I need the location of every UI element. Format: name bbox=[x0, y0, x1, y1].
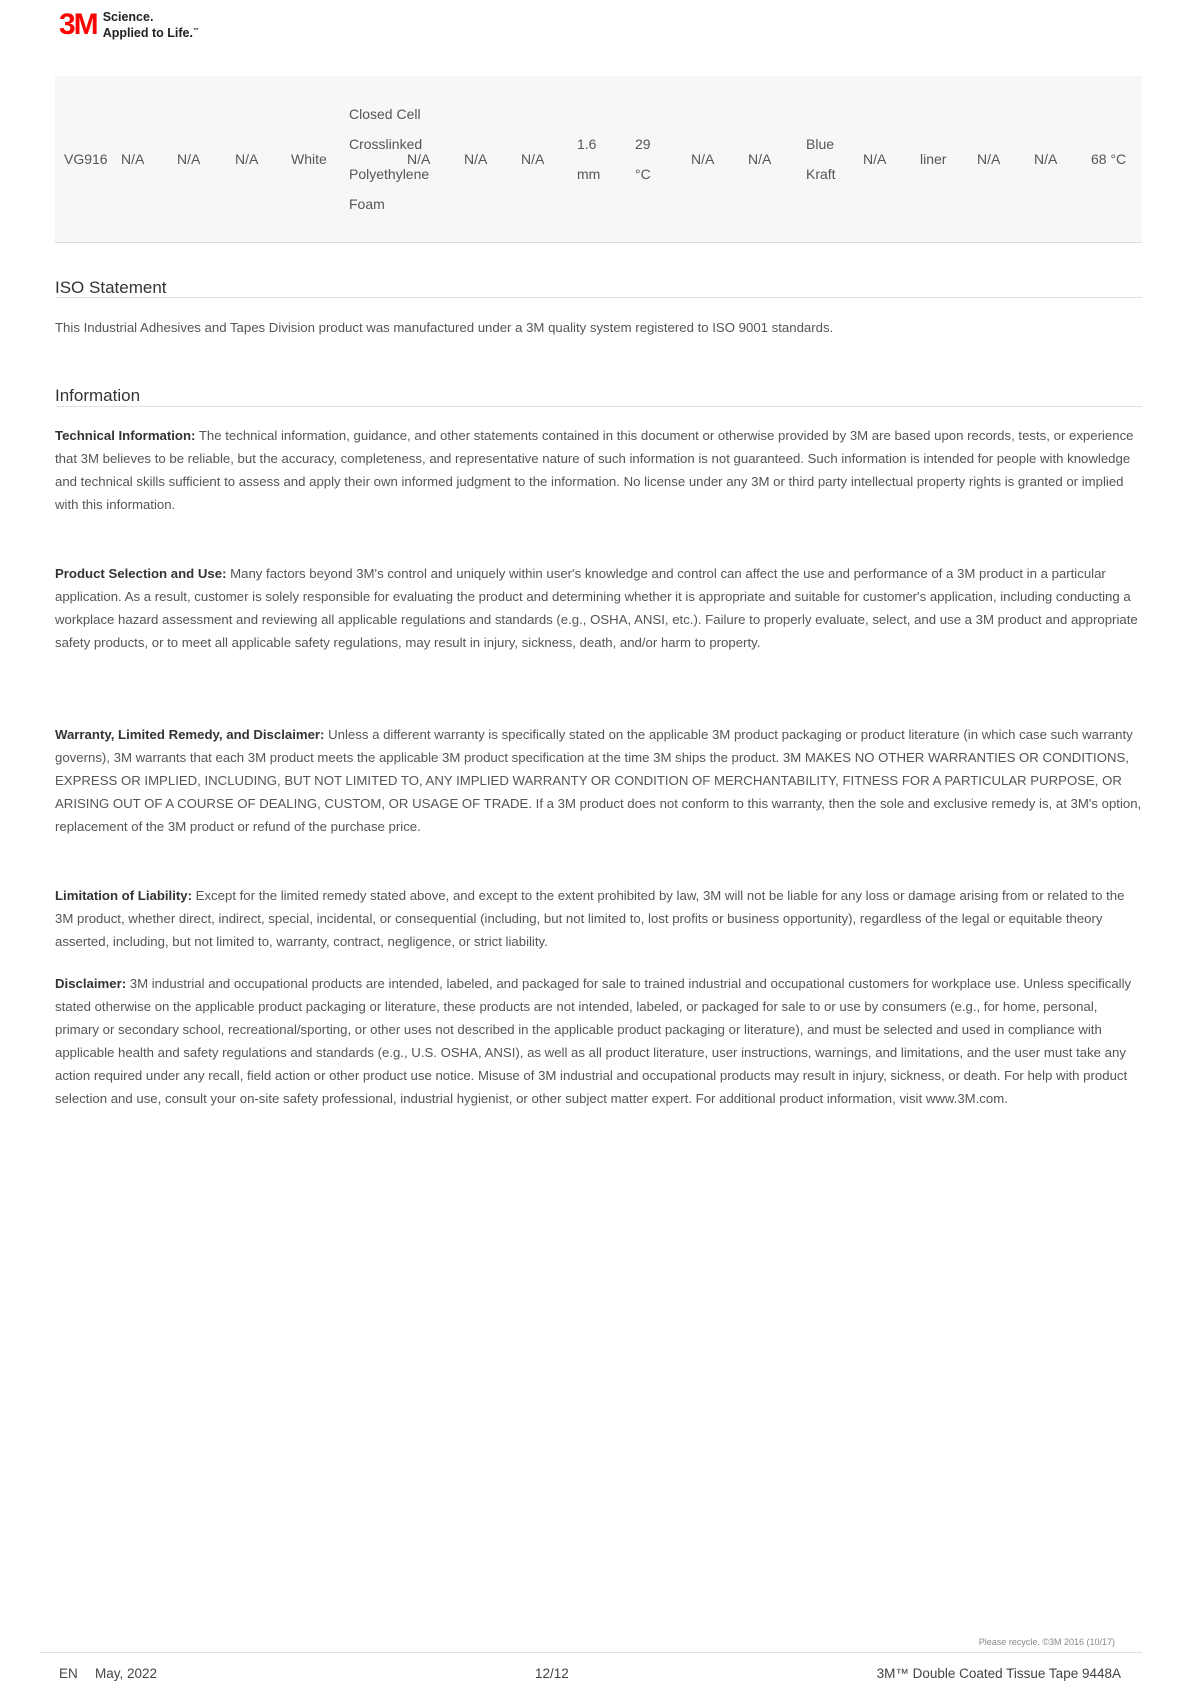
product-selection-label: Product Selection and Use: bbox=[55, 566, 227, 581]
technical-information-paragraph bbox=[55, 424, 1145, 516]
liability-text: Except for the limited remedy stated above, and except to the extent prohibited by law, 3M will not be liable for any loss or damage arising from or related to the 3M product, whether direct, indirect, special, incidental, or consequential (including, but not limited to, lost profits or business opportunity), regardless of the legal or equitable theory asserted, including, but not limited to, warranty, contract, negligence, or strict liability. bbox=[55, 888, 1125, 949]
footer-page-number: 12/12 bbox=[535, 1666, 569, 1681]
liability-label: Limitation of Liability: bbox=[55, 888, 192, 903]
footer-product-name: 3M™ Double Coated Tissue Tape 9448A bbox=[876, 1666, 1121, 1681]
table-cell: 68 °C bbox=[1091, 151, 1127, 167]
table-cell: Blue Kraft bbox=[806, 136, 836, 182]
technical-information-label: Technical Information: bbox=[55, 428, 196, 443]
table-cell: N/A bbox=[407, 151, 431, 167]
table-cell: N/A bbox=[521, 151, 545, 167]
table-cell: liner bbox=[920, 151, 947, 167]
product-selection-text: Many factors beyond 3M's control and uniquely within user's knowledge and control can affect the use and performance of a 3M product in a particular application. As a result, customer is solely responsible for evaluating the product and determining whether it is appropriate and suitable for customer's application, including conducting a workplace hazard assessment and reviewing all applicable regulations and standards (e.g., OSHA, ANSI, etc.). Failure to properly evaluate, select, and use a 3M product and appropriate safety products, or to meet all applicable safety regulations, may result in injury, sickness, death, and/or harm to property. bbox=[55, 566, 1138, 650]
table-cell: N/A bbox=[177, 151, 201, 167]
logo-tm: ™ bbox=[192, 27, 199, 34]
table-cell: Closed Cell Crosslinked Polyethylene Foam bbox=[349, 106, 430, 212]
table-cell: N/A bbox=[1034, 151, 1058, 167]
warranty-paragraph bbox=[55, 723, 1145, 838]
table-cell: 1.6 mm bbox=[577, 136, 601, 182]
table-cell: N/A bbox=[691, 151, 715, 167]
disclaimer-paragraph bbox=[55, 972, 1145, 1110]
spec-table-row bbox=[55, 76, 1142, 243]
logo-line-1: Science. bbox=[102, 9, 154, 24]
table-cell: N/A bbox=[121, 151, 145, 167]
section-divider bbox=[55, 297, 1142, 298]
table-cell: N/A bbox=[977, 151, 1001, 167]
table-cell: White bbox=[291, 151, 327, 167]
section-divider bbox=[55, 406, 1142, 407]
brand-logo bbox=[59, 10, 199, 40]
table-cell: N/A bbox=[464, 151, 488, 167]
recycle-note: Please recycle. ©3M 2016 (10/17) bbox=[978, 1637, 1115, 1647]
disclaimer-label: Disclaimer: bbox=[55, 976, 127, 991]
table-cell: 29 °C bbox=[635, 136, 651, 182]
footer-divider bbox=[40, 1652, 1142, 1653]
footer-date: May, 2022 bbox=[95, 1666, 158, 1681]
table-cell: VG916 bbox=[64, 151, 108, 167]
warranty-label: Warranty, Limited Remedy, and Disclaimer: bbox=[55, 727, 325, 742]
logo-mark: 3M bbox=[59, 8, 97, 41]
product-selection-paragraph bbox=[55, 562, 1145, 654]
table-cell: N/A bbox=[235, 151, 259, 167]
logo-line-2 bbox=[103, 24, 199, 40]
iso-statement-text: This Industrial Adhesives and Tapes Division product was manufactured under a 3M quality system registered to ISO 9001 standards. bbox=[55, 320, 834, 335]
technical-information-text: The technical information, guidance, and other statements contained in this document or otherwise provided by 3M are based upon records, tests, or experience that 3M believes to be reliable, but the accuracy, completeness, and representative nature of such information is not guaranteed. Such information is intended for people with knowledge and technical skills sufficient to assess and apply their own informed judgment to the information. No license under any 3M or third party intellectual property rights is granted or implied with this information. bbox=[55, 428, 1134, 512]
footer-language: EN bbox=[59, 1666, 78, 1681]
information-title: Information bbox=[55, 386, 141, 405]
table-cell: N/A bbox=[863, 151, 887, 167]
disclaimer-text: 3M industrial and occupational products are intended, labeled, and packaged for sale to trained industrial and occupational customers for workplace use. Unless specifically stated otherwise on the applicable product packaging or literature, these products are not intended, labeled, or packaged for sale to or use by consumers (e.g., for home, personal, primary or secondary school, recreational/sporting, or other uses not described in the applicable product packaging or literature), and must be selected and used in compliance with applicable health and safety regulations and standards (e.g., U.S. OSHA, ANSI), as well as all product literature, user instructions, warnings, and limitations, and the user must take any action required under any recall, field action or other product use notice. Misuse of 3M industrial and occupational products may result in injury, sickness, or death. For help with product selection and use, consult your on-site safety professional, industrial hygienist, or other subject matter expert. For additional product information, visit www.3M.com. bbox=[55, 976, 1132, 1106]
logo-line-2-text: Applied to Life. bbox=[102, 26, 193, 41]
warranty-text: Unless a different warranty is specifically stated on the applicable 3M product packaging or product literature (in which case such warranty governs), 3M warrants that each 3M product meets the applicable 3M product specification at the time 3M ships the product. 3M MAKES NO OTHER WARRANTIES OR CONDITIONS, EXPRESS OR IMPLIED, INCLUDING, BUT NOT LIMITED TO, ANY IMPLIED WARRANTY OR CONDITION OF MERCHANTABILITY, FITNESS FOR A PARTICULAR PURPOSE, OR ARISING OUT OF A COURSE OF DEALING, CUSTOM, OR USAGE OF TRADE. If a 3M product does not conform to this warranty, then the sole and exclusive remedy is, at 3M's option, replacement of the 3M product or refund of the purchase price. bbox=[55, 727, 1142, 834]
logo-tagline bbox=[103, 10, 199, 40]
table-cell: N/A bbox=[748, 151, 772, 167]
iso-statement-title: ISO Statement bbox=[55, 278, 167, 297]
liability-paragraph bbox=[55, 884, 1145, 953]
